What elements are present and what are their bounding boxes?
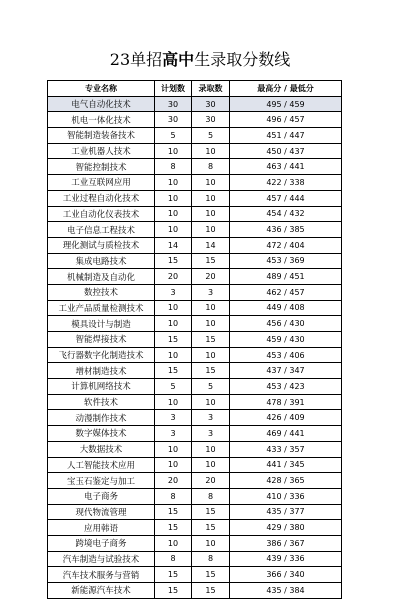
score-cell: 410 / 336	[230, 488, 342, 504]
admission-score-table	[47, 80, 342, 599]
score-cell: 451 / 447	[230, 128, 342, 144]
table-row	[48, 269, 342, 285]
admitted-cell: 10	[192, 175, 230, 191]
major-cell: 数字媒体技术	[48, 426, 155, 442]
admitted-cell: 5	[192, 379, 230, 395]
major-cell: 工业互联网应用	[48, 175, 155, 191]
admitted-cell: 20	[192, 269, 230, 285]
plan-cell: 20	[155, 269, 192, 285]
admitted-cell: 10	[192, 316, 230, 332]
admitted-cell: 3	[192, 284, 230, 300]
table-row	[48, 504, 342, 520]
plan-cell: 15	[155, 583, 192, 599]
table-row	[48, 488, 342, 504]
table-row	[48, 394, 342, 410]
plan-cell: 3	[155, 284, 192, 300]
plan-cell: 10	[155, 457, 192, 473]
score-cell: 463 / 441	[230, 159, 342, 175]
major-cell: 工业自动化仪表技术	[48, 206, 155, 222]
major-cell: 工业过程自动化技术	[48, 190, 155, 206]
major-cell: 集成电路技术	[48, 253, 155, 269]
major-cell: 飞行器数字化制造技术	[48, 347, 155, 363]
major-cell: 工业产品质量检测技术	[48, 300, 155, 316]
score-cell: 489 / 451	[230, 269, 342, 285]
plan-cell: 10	[155, 222, 192, 238]
header-admitted: 录取数	[192, 81, 230, 97]
table-row	[48, 551, 342, 567]
major-cell: 软件技术	[48, 394, 155, 410]
major-cell: 工业机器人技术	[48, 143, 155, 159]
admitted-cell: 10	[192, 206, 230, 222]
score-cell: 453 / 423	[230, 379, 342, 395]
plan-cell: 10	[155, 175, 192, 191]
table-row	[48, 222, 342, 238]
score-cell: 457 / 444	[230, 190, 342, 206]
plan-cell: 15	[155, 332, 192, 348]
admitted-cell: 15	[192, 504, 230, 520]
plan-cell: 15	[155, 253, 192, 269]
score-cell: 453 / 369	[230, 253, 342, 269]
plan-cell: 15	[155, 520, 192, 536]
admitted-cell: 15	[192, 332, 230, 348]
admitted-cell: 10	[192, 535, 230, 551]
plan-cell: 5	[155, 379, 192, 395]
plan-cell: 10	[155, 394, 192, 410]
major-cell: 汽车制造与试验技术	[48, 551, 155, 567]
table-body	[48, 96, 342, 598]
score-cell: 428 / 365	[230, 473, 342, 489]
major-cell: 汽车技术服务与营销	[48, 567, 155, 583]
title-prefix: 23单招	[109, 50, 163, 69]
major-cell: 动漫制作技术	[48, 410, 155, 426]
plan-cell: 30	[155, 96, 192, 112]
admitted-cell: 3	[192, 410, 230, 426]
table-row	[48, 284, 342, 300]
score-cell: 462 / 457	[230, 284, 342, 300]
major-cell: 数控技术	[48, 284, 155, 300]
table-row	[48, 190, 342, 206]
plan-cell: 3	[155, 426, 192, 442]
table-row	[48, 567, 342, 583]
table-row	[48, 159, 342, 175]
score-cell: 456 / 430	[230, 316, 342, 332]
admitted-cell: 10	[192, 457, 230, 473]
major-cell: 跨境电子商务	[48, 535, 155, 551]
plan-cell: 8	[155, 159, 192, 175]
major-cell: 新能源汽车技术	[48, 583, 155, 599]
score-cell: 478 / 391	[230, 394, 342, 410]
admitted-cell: 8	[192, 488, 230, 504]
plan-cell: 10	[155, 300, 192, 316]
major-cell: 应用韩语	[48, 520, 155, 536]
table-row	[48, 473, 342, 489]
major-cell: 计算机网络技术	[48, 379, 155, 395]
title-suffix: 生录取分数线	[194, 50, 291, 69]
table-row	[48, 535, 342, 551]
header-plan: 计划数	[155, 81, 192, 97]
plan-cell: 10	[155, 535, 192, 551]
score-cell: 386 / 367	[230, 535, 342, 551]
plan-cell: 15	[155, 567, 192, 583]
table-header-row	[48, 81, 342, 97]
score-cell: 441 / 345	[230, 457, 342, 473]
major-cell: 智能控制技术	[48, 159, 155, 175]
admitted-cell: 14	[192, 237, 230, 253]
admitted-cell: 10	[192, 222, 230, 238]
table-row	[48, 316, 342, 332]
plan-cell: 10	[155, 143, 192, 159]
admitted-cell: 15	[192, 583, 230, 599]
score-cell: 450 / 437	[230, 143, 342, 159]
admitted-cell: 10	[192, 441, 230, 457]
table-row	[48, 300, 342, 316]
score-cell: 496 / 457	[230, 112, 342, 128]
plan-cell: 10	[155, 347, 192, 363]
header-score: 最高分 / 最低分	[230, 81, 342, 97]
table-row	[48, 143, 342, 159]
table-row	[48, 253, 342, 269]
admitted-cell: 8	[192, 159, 230, 175]
table-row	[48, 379, 342, 395]
score-cell: 435 / 384	[230, 583, 342, 599]
admitted-cell: 5	[192, 128, 230, 144]
plan-cell: 5	[155, 128, 192, 144]
table-row	[48, 206, 342, 222]
admitted-cell: 10	[192, 300, 230, 316]
score-cell: 495 / 459	[230, 96, 342, 112]
table-row	[48, 332, 342, 348]
plan-cell: 10	[155, 316, 192, 332]
table-row	[48, 347, 342, 363]
header-major: 专业名称	[48, 81, 155, 97]
plan-cell: 8	[155, 551, 192, 567]
plan-cell: 15	[155, 504, 192, 520]
table-row	[48, 96, 342, 112]
score-cell: 469 / 441	[230, 426, 342, 442]
major-cell: 增材制造技术	[48, 363, 155, 379]
plan-cell: 14	[155, 237, 192, 253]
score-cell: 454 / 432	[230, 206, 342, 222]
major-cell: 现代物流管理	[48, 504, 155, 520]
plan-cell: 10	[155, 441, 192, 457]
admitted-cell: 30	[192, 112, 230, 128]
table-row	[48, 426, 342, 442]
plan-cell: 20	[155, 473, 192, 489]
admitted-cell: 8	[192, 551, 230, 567]
admitted-cell: 10	[192, 394, 230, 410]
major-cell: 电子商务	[48, 488, 155, 504]
admitted-cell: 15	[192, 567, 230, 583]
score-cell: 433 / 357	[230, 441, 342, 457]
admitted-cell: 10	[192, 347, 230, 363]
major-cell: 智能焊接技术	[48, 332, 155, 348]
table-row	[48, 175, 342, 191]
major-cell: 电子信息工程技术	[48, 222, 155, 238]
score-cell: 429 / 380	[230, 520, 342, 536]
title-bold: 高中	[162, 50, 195, 69]
major-cell: 模具设计与制造	[48, 316, 155, 332]
score-cell: 439 / 336	[230, 551, 342, 567]
table-row	[48, 457, 342, 473]
major-cell: 宝玉石鉴定与加工	[48, 473, 155, 489]
table-row	[48, 410, 342, 426]
admitted-cell: 10	[192, 143, 230, 159]
score-cell: 426 / 409	[230, 410, 342, 426]
score-cell: 472 / 404	[230, 237, 342, 253]
table-row	[48, 441, 342, 457]
score-cell: 422 / 338	[230, 175, 342, 191]
plan-cell: 10	[155, 206, 192, 222]
page-title	[0, 49, 400, 71]
major-cell: 理化测试与质检技术	[48, 237, 155, 253]
plan-cell: 10	[155, 190, 192, 206]
major-cell: 电气自动化技术	[48, 96, 155, 112]
major-cell: 人工智能技术应用	[48, 457, 155, 473]
admitted-cell: 15	[192, 253, 230, 269]
score-cell: 459 / 430	[230, 332, 342, 348]
score-cell: 436 / 385	[230, 222, 342, 238]
table-row	[48, 112, 342, 128]
admitted-cell: 15	[192, 363, 230, 379]
major-cell: 智能制造装备技术	[48, 128, 155, 144]
table-row	[48, 520, 342, 536]
score-cell: 435 / 377	[230, 504, 342, 520]
plan-cell: 30	[155, 112, 192, 128]
major-cell: 机械制造及自动化	[48, 269, 155, 285]
plan-cell: 3	[155, 410, 192, 426]
plan-cell: 15	[155, 363, 192, 379]
plan-cell: 8	[155, 488, 192, 504]
score-cell: 366 / 340	[230, 567, 342, 583]
score-cell: 449 / 408	[230, 300, 342, 316]
admitted-cell: 3	[192, 426, 230, 442]
admitted-cell: 15	[192, 520, 230, 536]
score-cell: 453 / 406	[230, 347, 342, 363]
admitted-cell: 30	[192, 96, 230, 112]
admitted-cell: 20	[192, 473, 230, 489]
score-cell: 437 / 347	[230, 363, 342, 379]
table-row	[48, 128, 342, 144]
major-cell: 大数据技术	[48, 441, 155, 457]
admitted-cell: 10	[192, 190, 230, 206]
table-row	[48, 237, 342, 253]
major-cell: 机电一体化技术	[48, 112, 155, 128]
table-row	[48, 363, 342, 379]
